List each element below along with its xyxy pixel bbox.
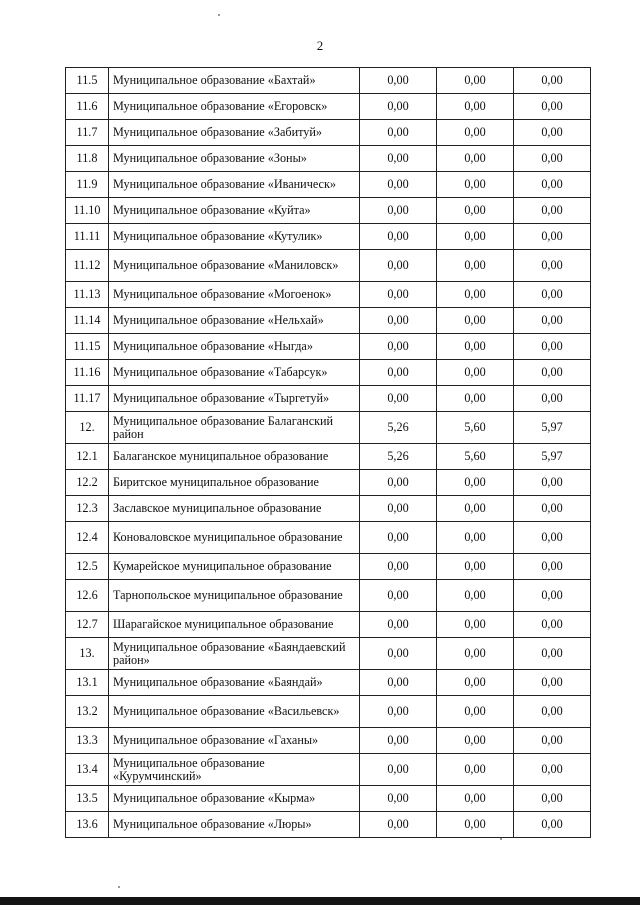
value-cell-2: 5,60 xyxy=(437,444,514,470)
row-number: 12.1 xyxy=(66,444,109,470)
table-row xyxy=(66,250,591,282)
row-number: 12.2 xyxy=(66,470,109,496)
municipality-name: Муниципальное образование «Кырма» xyxy=(109,786,360,812)
row-number: 11.14 xyxy=(66,308,109,334)
value-cell-2: 0,00 xyxy=(437,334,514,360)
row-number: 12. xyxy=(66,412,109,444)
value-cell-3: 0,00 xyxy=(514,120,591,146)
value-cell-3: 0,00 xyxy=(514,786,591,812)
table-row xyxy=(66,696,591,728)
budget-table xyxy=(65,67,591,838)
value-cell-2: 0,00 xyxy=(437,282,514,308)
row-number: 11.15 xyxy=(66,334,109,360)
value-cell-1: 0,00 xyxy=(360,282,437,308)
municipality-name: Муниципальное образование «Могоенок» xyxy=(109,282,360,308)
municipality-name: Муниципальное образование «Егоровск» xyxy=(109,94,360,120)
municipality-name: Муниципальное образование «Зоны» xyxy=(109,146,360,172)
municipality-name: Муниципальное образование «Тыргетуй» xyxy=(109,386,360,412)
value-cell-2: 0,00 xyxy=(437,224,514,250)
value-cell-2: 0,00 xyxy=(437,522,514,554)
value-cell-2: 0,00 xyxy=(437,308,514,334)
municipality-name: Муниципальное образование «Кутулик» xyxy=(109,224,360,250)
page-number: 2 xyxy=(316,38,324,53)
value-cell-2: 0,00 xyxy=(437,670,514,696)
value-cell-1: 0,00 xyxy=(360,670,437,696)
value-cell-1: 5,26 xyxy=(360,444,437,470)
municipality-name: Муниципальное образование «Нельхай» xyxy=(109,308,360,334)
value-cell-3: 0,00 xyxy=(514,554,591,580)
table-row xyxy=(66,68,591,94)
table-row xyxy=(66,470,591,496)
table-row xyxy=(66,308,591,334)
row-number: 13.5 xyxy=(66,786,109,812)
table-row xyxy=(66,728,591,754)
municipality-name: Муниципальное образование «Ныгда» xyxy=(109,334,360,360)
table-row xyxy=(66,360,591,386)
row-number: 12.7 xyxy=(66,612,109,638)
row-number: 11.17 xyxy=(66,386,109,412)
table-row xyxy=(66,120,591,146)
row-number: 12.5 xyxy=(66,554,109,580)
value-cell-2: 0,00 xyxy=(437,470,514,496)
table-row xyxy=(66,638,591,670)
value-cell-2: 0,00 xyxy=(437,638,514,670)
table-row xyxy=(66,198,591,224)
row-number: 11.16 xyxy=(66,360,109,386)
value-cell-1: 0,00 xyxy=(360,470,437,496)
table-row xyxy=(66,172,591,198)
value-cell-3: 0,00 xyxy=(514,94,591,120)
scan-edge-bar xyxy=(0,897,640,905)
row-number: 11.5 xyxy=(66,68,109,94)
value-cell-1: 0,00 xyxy=(360,554,437,580)
table-row xyxy=(66,812,591,838)
value-cell-1: 0,00 xyxy=(360,360,437,386)
municipality-name: Муниципальное образование «Баяндай» xyxy=(109,670,360,696)
value-cell-1: 0,00 xyxy=(360,496,437,522)
municipality-name: Муниципальное образование Балаганский район xyxy=(109,412,360,444)
value-cell-2: 0,00 xyxy=(437,496,514,522)
table-row xyxy=(66,412,591,444)
value-cell-2: 0,00 xyxy=(437,386,514,412)
table-row xyxy=(66,146,591,172)
value-cell-1: 0,00 xyxy=(360,198,437,224)
value-cell-2: 0,00 xyxy=(437,580,514,612)
municipality-name: Муниципальное образование «Табарсук» xyxy=(109,360,360,386)
value-cell-2: 0,00 xyxy=(437,94,514,120)
row-number: 12.4 xyxy=(66,522,109,554)
value-cell-3: 0,00 xyxy=(514,580,591,612)
row-number: 13.4 xyxy=(66,754,109,786)
value-cell-3: 0,00 xyxy=(514,812,591,838)
value-cell-3: 0,00 xyxy=(514,68,591,94)
value-cell-2: 0,00 xyxy=(437,696,514,728)
value-cell-3: 0,00 xyxy=(514,754,591,786)
row-number: 11.7 xyxy=(66,120,109,146)
municipality-name: Муниципальное образование «Бахтай» xyxy=(109,68,360,94)
value-cell-1: 5,26 xyxy=(360,412,437,444)
value-cell-3: 0,00 xyxy=(514,360,591,386)
value-cell-1: 0,00 xyxy=(360,224,437,250)
table-row xyxy=(66,444,591,470)
municipality-name: Балаганское муниципальное образование xyxy=(109,444,360,470)
table-row xyxy=(66,754,591,786)
value-cell-1: 0,00 xyxy=(360,728,437,754)
value-cell-3: 5,97 xyxy=(514,444,591,470)
table-row xyxy=(66,554,591,580)
table-row xyxy=(66,580,591,612)
value-cell-1: 0,00 xyxy=(360,120,437,146)
value-cell-3: 0,00 xyxy=(514,224,591,250)
table-row xyxy=(66,496,591,522)
table-row xyxy=(66,386,591,412)
municipality-name: Коноваловское муниципальное образование xyxy=(109,522,360,554)
value-cell-1: 0,00 xyxy=(360,250,437,282)
value-cell-2: 0,00 xyxy=(437,68,514,94)
municipality-name: Муниципальное образование «Баяндаевский район» xyxy=(109,638,360,670)
row-number: 11.9 xyxy=(66,172,109,198)
row-number: 11.8 xyxy=(66,146,109,172)
table-row xyxy=(66,670,591,696)
value-cell-3: 0,00 xyxy=(514,496,591,522)
municipality-name: Муниципальное образование «Васильевск» xyxy=(109,696,360,728)
value-cell-1: 0,00 xyxy=(360,696,437,728)
value-cell-1: 0,00 xyxy=(360,580,437,612)
value-cell-3: 0,00 xyxy=(514,308,591,334)
row-number: 11.12 xyxy=(66,250,109,282)
scan-speck xyxy=(218,14,220,16)
table-row xyxy=(66,334,591,360)
value-cell-3: 5,97 xyxy=(514,412,591,444)
value-cell-2: 0,00 xyxy=(437,554,514,580)
municipality-name: Шарагайское муниципальное образование xyxy=(109,612,360,638)
value-cell-2: 0,00 xyxy=(437,120,514,146)
municipality-name: Муниципальное образование «Куйта» xyxy=(109,198,360,224)
value-cell-1: 0,00 xyxy=(360,522,437,554)
value-cell-2: 0,00 xyxy=(437,728,514,754)
row-number: 13.1 xyxy=(66,670,109,696)
value-cell-2: 0,00 xyxy=(437,250,514,282)
value-cell-2: 0,00 xyxy=(437,812,514,838)
value-cell-3: 0,00 xyxy=(514,146,591,172)
table-row xyxy=(66,224,591,250)
value-cell-1: 0,00 xyxy=(360,638,437,670)
value-cell-2: 0,00 xyxy=(437,146,514,172)
value-cell-3: 0,00 xyxy=(514,696,591,728)
value-cell-1: 0,00 xyxy=(360,172,437,198)
value-cell-1: 0,00 xyxy=(360,334,437,360)
value-cell-1: 0,00 xyxy=(360,94,437,120)
municipality-name: Муниципальное образование «Курумчинский» xyxy=(109,754,360,786)
value-cell-3: 0,00 xyxy=(514,282,591,308)
value-cell-2: 0,00 xyxy=(437,612,514,638)
value-cell-3: 0,00 xyxy=(514,728,591,754)
row-number: 11.6 xyxy=(66,94,109,120)
table-row xyxy=(66,786,591,812)
municipality-name: Биритское муниципальное образование xyxy=(109,470,360,496)
row-number: 13.3 xyxy=(66,728,109,754)
row-number: 13. xyxy=(66,638,109,670)
value-cell-1: 0,00 xyxy=(360,68,437,94)
scan-speck xyxy=(118,886,120,888)
municipality-name: Муниципальное образование «Иваническ» xyxy=(109,172,360,198)
municipality-name: Муниципальное образование «Маниловск» xyxy=(109,250,360,282)
value-cell-1: 0,00 xyxy=(360,754,437,786)
value-cell-1: 0,00 xyxy=(360,308,437,334)
value-cell-2: 0,00 xyxy=(437,360,514,386)
municipality-name: Муниципальное образование «Забитуй» xyxy=(109,120,360,146)
municipality-name: Заславское муниципальное образование xyxy=(109,496,360,522)
table-row xyxy=(66,612,591,638)
value-cell-3: 0,00 xyxy=(514,172,591,198)
municipality-name: Кумарейское муниципальное образование xyxy=(109,554,360,580)
value-cell-3: 0,00 xyxy=(514,670,591,696)
value-cell-1: 0,00 xyxy=(360,612,437,638)
value-cell-3: 0,00 xyxy=(514,250,591,282)
value-cell-1: 0,00 xyxy=(360,812,437,838)
value-cell-3: 0,00 xyxy=(514,386,591,412)
row-number: 13.2 xyxy=(66,696,109,728)
value-cell-3: 0,00 xyxy=(514,612,591,638)
row-number: 11.11 xyxy=(66,224,109,250)
value-cell-3: 0,00 xyxy=(514,198,591,224)
value-cell-2: 0,00 xyxy=(437,786,514,812)
municipality-name: Муниципальное образование «Люры» xyxy=(109,812,360,838)
table-row xyxy=(66,282,591,308)
value-cell-1: 0,00 xyxy=(360,146,437,172)
value-cell-1: 0,00 xyxy=(360,786,437,812)
value-cell-2: 0,00 xyxy=(437,754,514,786)
value-cell-2: 0,00 xyxy=(437,172,514,198)
row-number: 12.6 xyxy=(66,580,109,612)
scan-speck xyxy=(500,838,502,840)
value-cell-3: 0,00 xyxy=(514,638,591,670)
row-number: 11.10 xyxy=(66,198,109,224)
value-cell-3: 0,00 xyxy=(514,470,591,496)
value-cell-1: 0,00 xyxy=(360,386,437,412)
row-number: 13.6 xyxy=(66,812,109,838)
value-cell-3: 0,00 xyxy=(514,334,591,360)
value-cell-2: 5,60 xyxy=(437,412,514,444)
row-number: 12.3 xyxy=(66,496,109,522)
municipality-name: Муниципальное образование «Гаханы» xyxy=(109,728,360,754)
row-number: 11.13 xyxy=(66,282,109,308)
table-row xyxy=(66,522,591,554)
municipality-name: Тарнопольское муниципальное образование xyxy=(109,580,360,612)
table-row xyxy=(66,94,591,120)
value-cell-3: 0,00 xyxy=(514,522,591,554)
value-cell-2: 0,00 xyxy=(437,198,514,224)
